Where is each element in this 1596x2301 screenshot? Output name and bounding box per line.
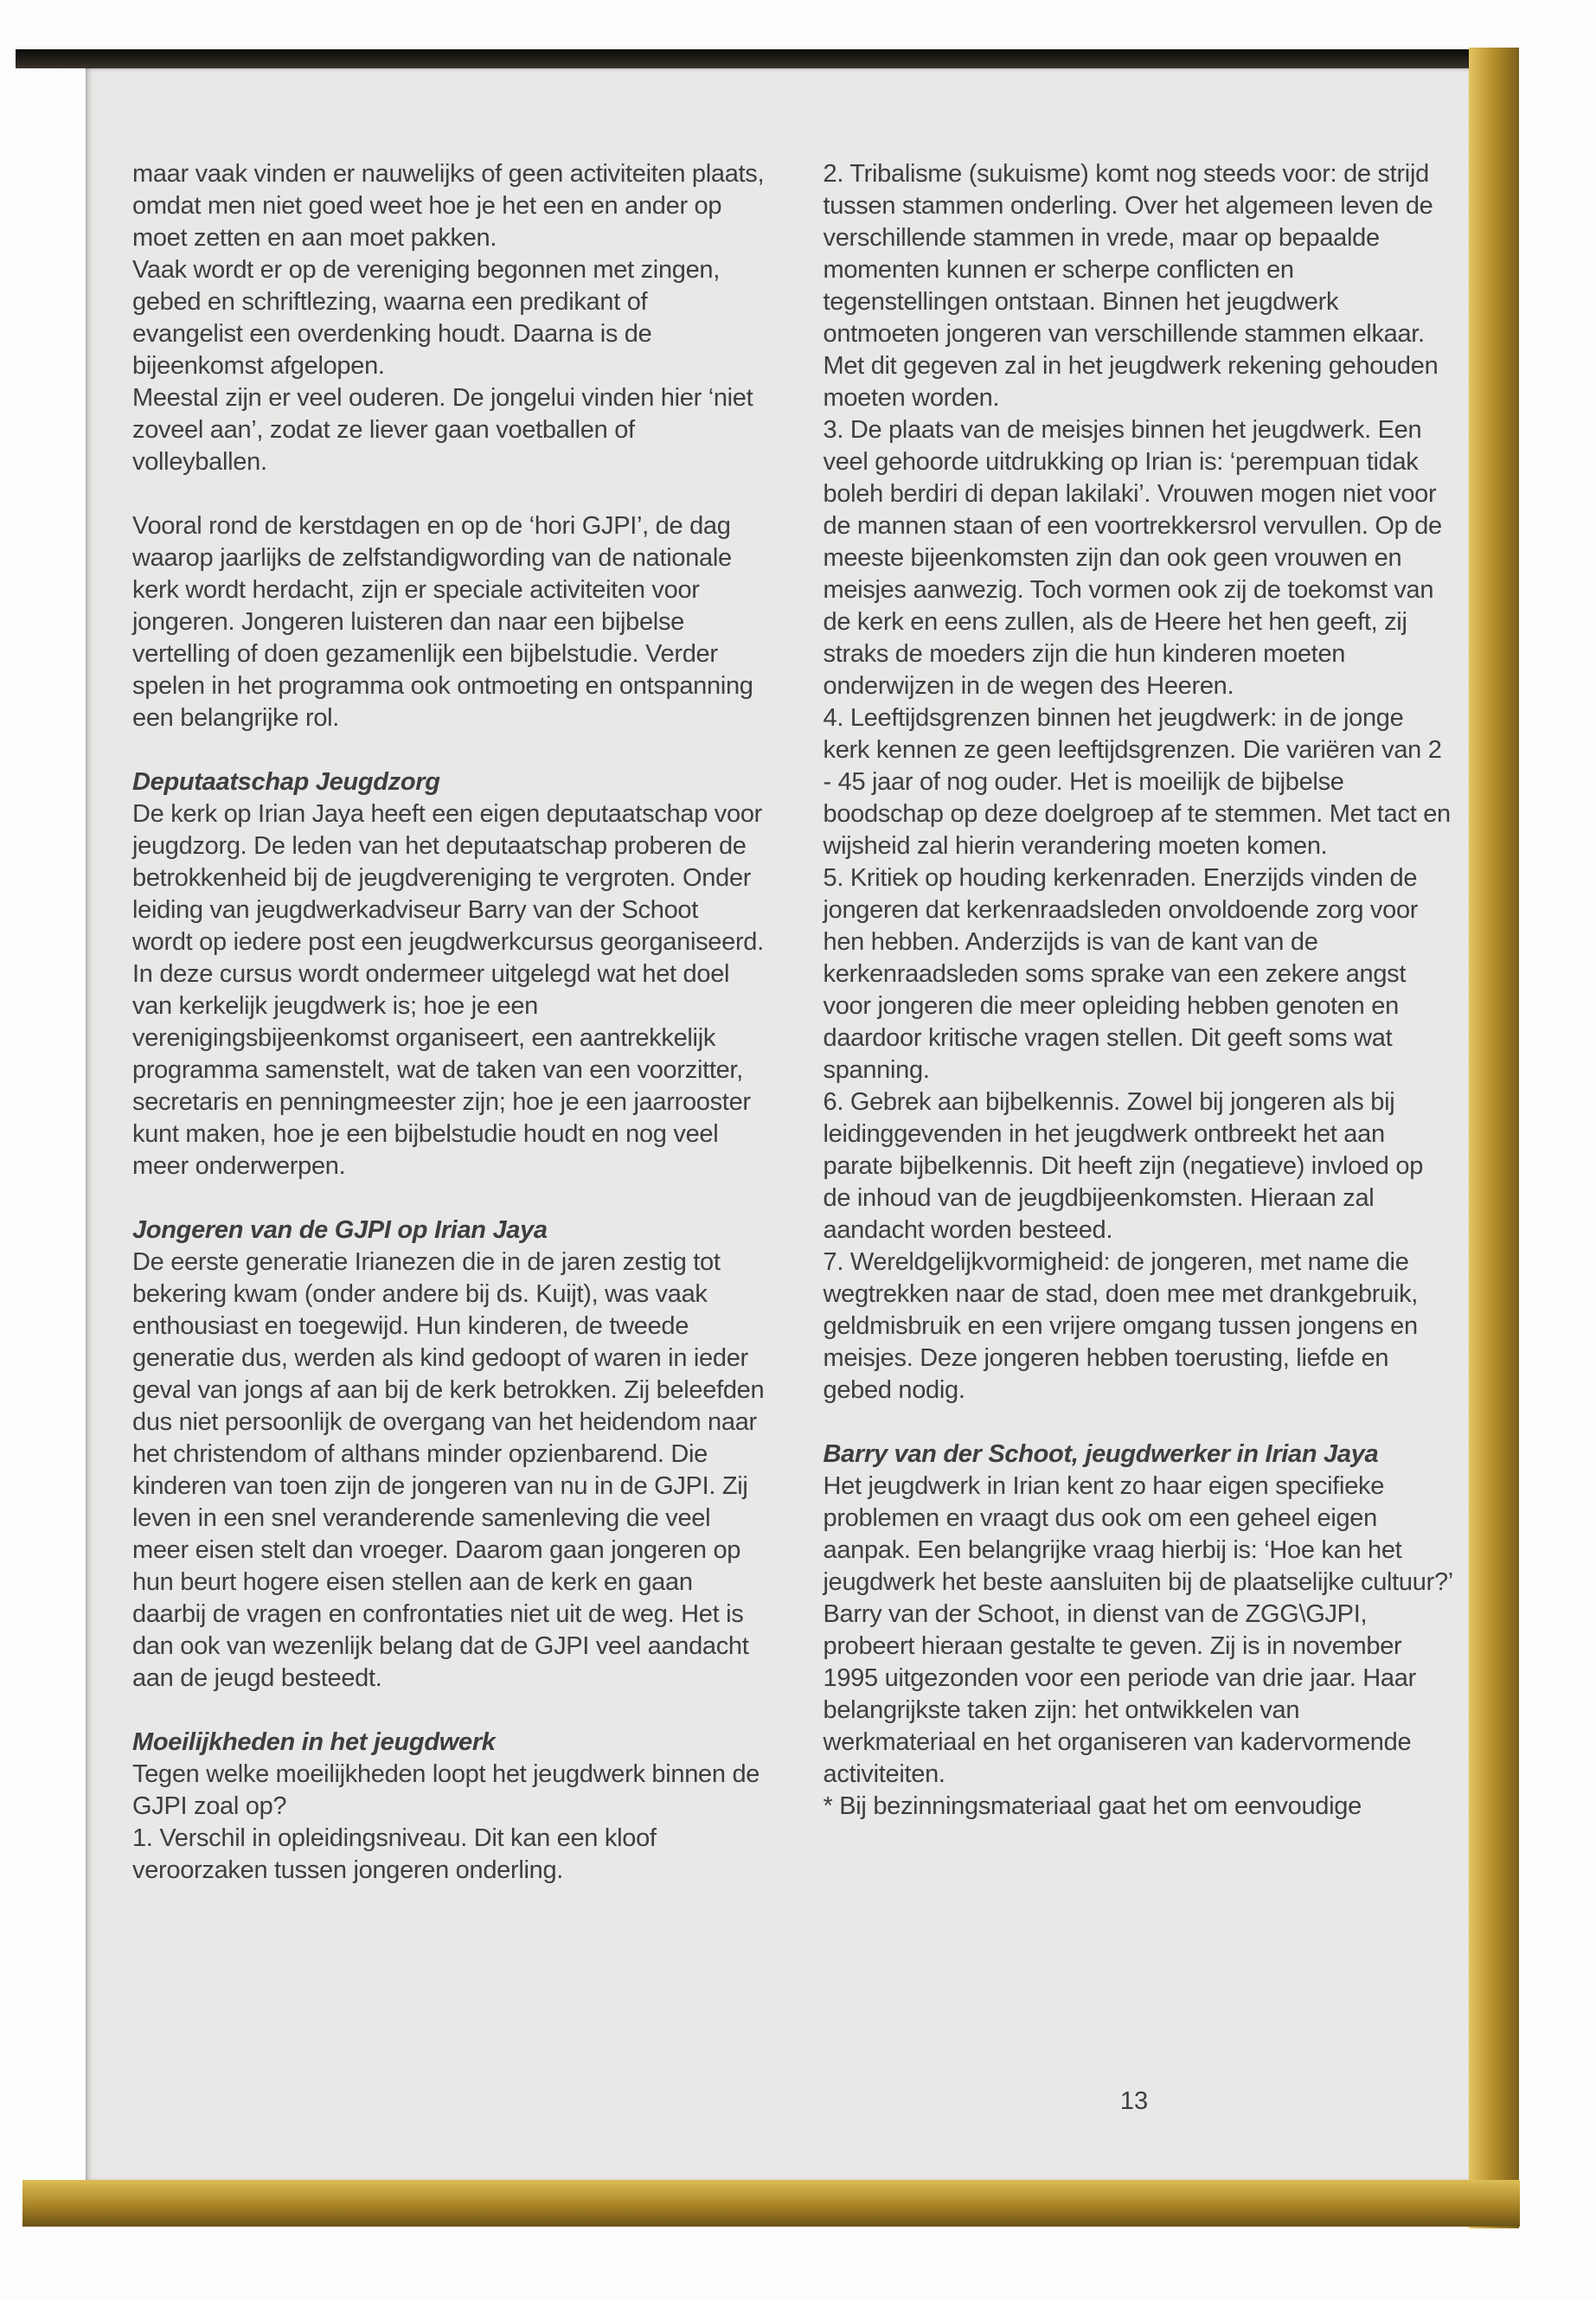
- body-paragraph: * Bij bezinningsmateriaal gaat het om eenvoudige: [823, 1792, 1362, 1820]
- body-paragraph: Meestal zijn er veel ouderen. De jongelui vinden hier ‘niet zoveel aan’, zodat ze liever gaan voetballen of volleyballen.: [132, 384, 753, 476]
- body-paragraph: Vaak wordt er op de vereniging begonnen met zingen, gebed en schriftlezing, waarna een predikant of evangelist een overdenking houdt. Daarna is de bijeenkomst afgelopen.: [132, 256, 721, 380]
- body-paragraph: De eerste generatie Irianezen die in de jaren zestig tot bekering kwam (onder andere bij ds. Kuijt), was vaak enthousiast en toegewijd. Hun kinderen, de tweede generatie dus, werden als kind gedoopt of waren in ieder geval van jongs af aan bij de kerk betrokken. Zij beleefden dus niet persoonlijk de overgang van het heidendom naar het christendom of althans minder opzienbarend. Die kinderen van toen zijn de jongeren van nu in de GJPI. Zij leven in een snel veranderende samenleving die veel meer eisen stelt dan vroeger. Daarom gaan jongeren op hun beurt hogere eisen stellen aan de kerk en gaan daarbij de vragen en confrontaties niet uit de weg. Het is dan ook van wezenlijk belang dat de GJPI veel aandacht aan de jeugd besteedt.: [132, 1248, 765, 1692]
- section-heading: Deputaatschap Jeugdzorg: [132, 768, 440, 796]
- right-column: [824, 158, 1456, 1887]
- body-paragraph: 5. Kritiek op houding kerkenraden. Enerzijds vinden de jongeren dat kerkenraadsleden onvoldoende zorg voor hen hebben. Anderzijds is van de kant van de kerkenraadsleden soms sprake van een zekere angst voor jongeren die meer opleiding hebben genoten en daardoor kritische vragen stellen. Dit geeft soms wat spanning.: [823, 864, 1419, 1084]
- body-paragraph: 1. Verschil in opleidingsniveau. Dit kan een kloof veroorzaken tussen jongeren onderling.: [132, 1824, 657, 1884]
- two-column-text-block: [86, 68, 1469, 1887]
- body-paragraph: Het jeugdwerk in Irian kent zo haar eigen specifieke problemen en vraagt dus ook om een geheel eigen aanpak. Een belangrijke vraag hierbij is: ‘Hoe kan het jeugdwerk het beste aansluiten bij de plaatselijke cultuur?’: [823, 1472, 1453, 1596]
- book-edge-top: [16, 49, 1476, 68]
- page-number: 13: [1119, 2087, 1149, 2115]
- section-heading: Jongeren van de GJPI op Irian Jaya: [132, 1216, 548, 1244]
- body-paragraph: maar vaak vinden er nauwelijks of geen activiteiten plaats, omdat men niet goed weet hoe je het een en ander op moet zetten en aan moet pakken.: [132, 160, 765, 252]
- left-column: [132, 158, 765, 1887]
- body-paragraph: 6. Gebrek aan bijbelkennis. Zowel bij jongeren als bij leidinggevenden in het jeugdwerk ontbreekt het aan parate bijbelkennis. Dit heeft zijn (negatieve) invloed op de inhoud van de jeugdbijeenkomsten. Hieraan zal aandacht worden besteed.: [823, 1088, 1424, 1244]
- body-paragraph: Tegen welke moeilijkheden loopt het jeugdwerk binnen de GJPI zoal op?: [132, 1760, 760, 1820]
- body-paragraph: 7. Wereldgelijkvormigheid: de jongeren, met name die wegtrekken naar de stad, doen mee met drankgebruik, geldmisbruik en een vrijere omgang tussen jongens en meisjes. Deze jongeren hebben toerusting, liefde en gebed nodig.: [823, 1248, 1419, 1404]
- book-edge-right: [1469, 48, 1519, 2228]
- body-paragraph: 4. Leeftijdsgrenzen binnen het jeugdwerk: in de jonge kerk kennen ze geen leeftijdsgrenzen. Die variëren van 2 - 45 jaar of nog ouder. Het is moeilijk de bijbelse boodschap op deze doelgroep af te stemmen. Met tact en wijsheid zal hierin verandering moeten komen.: [823, 704, 1451, 860]
- body-paragraph: 3. De plaats van de meisjes binnen het jeugdwerk. Een veel gehoorde uitdrukking op Irian is: ‘perempuan tidak boleh berdiri di depan lakilaki’. Vrouwen mogen niet voor de mannen staan of een voortrekkersrol vervullen. Op de meeste bijeenkomsten zijn dan ook geen vrouwen en meisjes aanwezig. Toch vormen ook zij de toekomst van de kerk en eens zullen, als de Heere het hen geeft, zij straks de moeders zijn die hun kinderen moeten onderwijzen in de wegen des Heeren.: [823, 416, 1442, 700]
- body-paragraph: Barry van der Schoot, in dienst van de ZGG\GJPI, probeert hieraan gestalte te geven. Zij is in november 1995 uitgezonden voor een periode van drie jaar. Haar belangrijkste taken zijn: het ontwikkelen van werkmateriaal en het organiseren van kadervormende activiteiten.: [823, 1600, 1416, 1788]
- magazine-page: [86, 68, 1469, 2180]
- section-heading: Moeilijkheden in het jeugdwerk: [132, 1728, 496, 1756]
- book-edge-bottom: [22, 2180, 1520, 2227]
- body-paragraph: De kerk op Irian Jaya heeft een eigen deputaatschap voor jeugdzorg. De leden van het deputaatschap proberen de betrokkenheid bij de jeugdvereniging te vergroten. Onder leiding van jeugdwerkadviseur Barry van der Schoot wordt op iedere post een jeugdwerkcursus georganiseerd. In deze cursus wordt ondermeer uitgelegd wat het doel van kerkelijk jeugdwerk is; hoe je een verenigingsbijeenkomst organiseert, een aantrekkelijk programma samenstelt, wat de taken van een voorzitter, secretaris en penningmeester zijn; hoe je een jaarrooster kunt maken, hoe je een bijbelstudie houdt en nog veel meer onderwerpen.: [132, 800, 764, 1180]
- body-paragraph: 2. Tribalisme (sukuisme) komt nog steeds voor: de strijd tussen stammen onderling. Over het algemeen leven de verschillende stammen in vrede, maar op bepaalde momenten kunnen er scherpe conflicten en tegenstellingen ontstaan. Binnen het jeugdwerk ontmoeten jongeren van verschillende stammen elkaar. Met dit gegeven zal in het jeugdwerk rekening gehouden moeten worden.: [823, 160, 1439, 412]
- section-heading: Barry van der Schoot, jeugdwerker in Irian Jaya: [823, 1440, 1379, 1468]
- body-paragraph: Vooral rond de kerstdagen en op de ‘hori GJPI’, de dag waarop jaarlijks de zelfstandigwording van de nationale kerk wordt herdacht, zijn er speciale activiteiten voor jongeren. Jongeren luisteren dan naar een bijbelse vertelling of doen gezamenlijk een bijbelstudie. Verder spelen in het programma ook ontmoeting en ontspanning een belangrijke rol.: [132, 512, 753, 732]
